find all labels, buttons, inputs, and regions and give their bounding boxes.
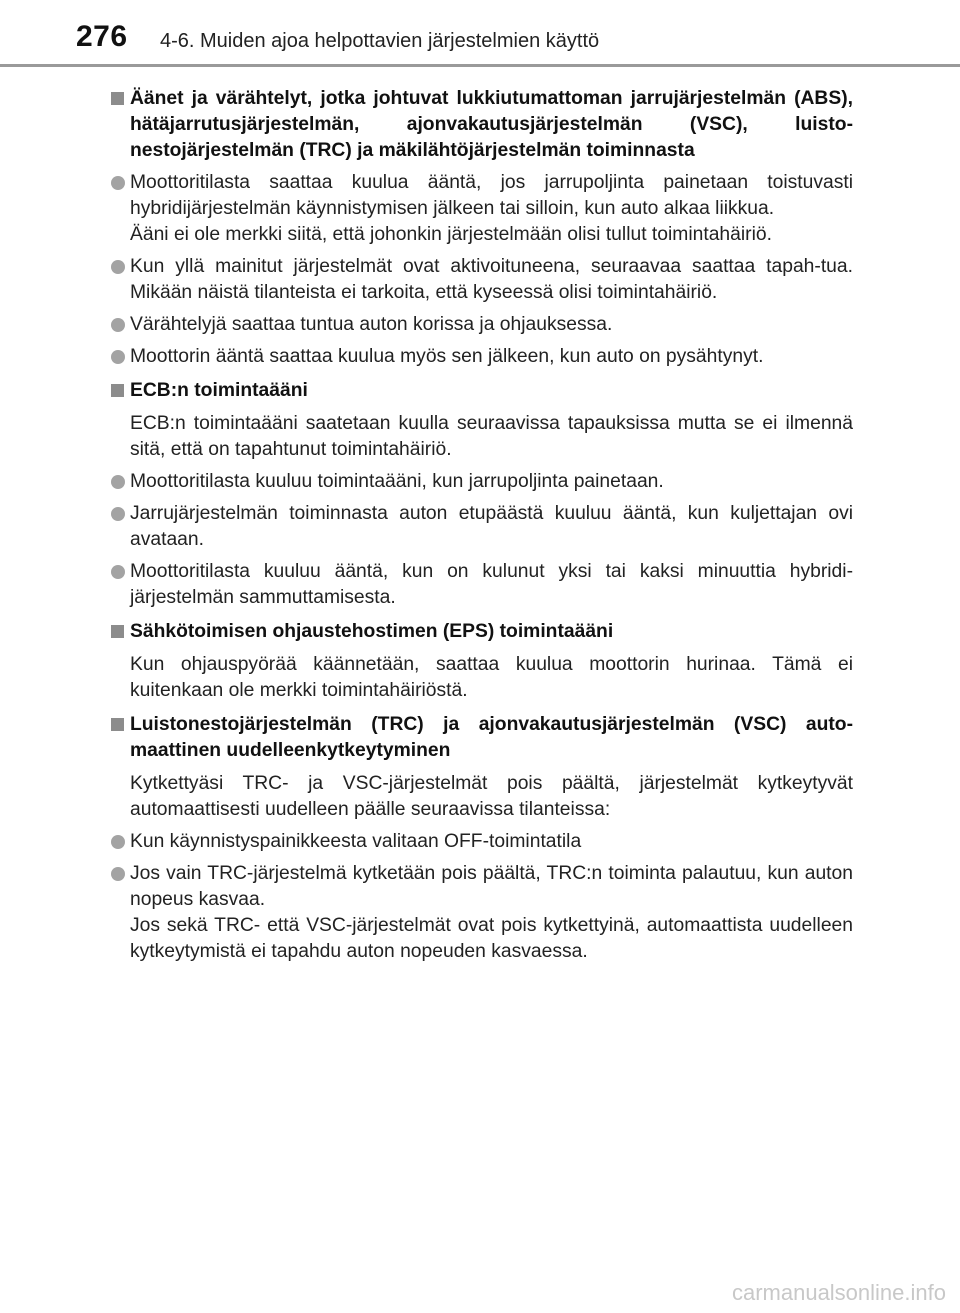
circle-bullet-icon: [111, 475, 125, 489]
section-heading: [110, 378, 853, 404]
chapter-title: 4-6. Muiden ajoa helpottavien järjestelmien käyttö: [160, 30, 600, 52]
section-heading: [110, 619, 853, 645]
square-bullet-icon: [111, 718, 124, 731]
section-heading: [110, 712, 853, 764]
heading-text: Sähkötoimisen ohjaustehostimen (EPS) toimintaääni: [130, 621, 614, 642]
bullet-item: [110, 829, 853, 855]
bullet-text: Jarrujärjestelmän toiminnasta auton etupäästä kuuluu ääntä, kun kuljettajan ovi avataan.: [130, 503, 853, 550]
circle-bullet-icon: [111, 176, 125, 190]
bullet-text: Moottoritilasta kuuluu toimintaääni, kun jarrupoljinta painetaan.: [130, 471, 664, 492]
bullet-continuation: Ääni ei ole merkki siitä, että johonkin järjestelmään olisi tullut toimintahäiriö.: [130, 224, 772, 245]
section-heading: [110, 86, 853, 164]
section-trc-vsc-reactivation: [110, 712, 853, 965]
bullet-item: [110, 559, 853, 611]
page-number: 276: [76, 20, 128, 53]
square-bullet-icon: [111, 384, 124, 397]
circle-bullet-icon: [111, 867, 125, 881]
section-brake-sounds: [110, 86, 853, 370]
bullet-continuation: Jos sekä TRC- että VSC-järjestelmät ovat pois kytkettyinä, automaattista uudelleen kytkeytymistä ei tapahdu auton nopeuden kasvaessa.: [130, 915, 853, 962]
bullet-item: [110, 344, 853, 370]
heading-text: Äänet ja värähtelyt, jotka johtuvat lukkiutumattoman jarrujärjestelmän (ABS), hätäjarrutusjärjestelmän, ajonvakautusjärjestelmän (VSC), luisto-nestojärjestelmän (TRC) ja mäkilähtöjärjestelmän toiminnasta: [130, 88, 853, 161]
circle-bullet-icon: [111, 565, 125, 579]
bullet-item: [110, 861, 853, 965]
manual-content: [110, 86, 853, 973]
circle-bullet-icon: [111, 350, 125, 364]
circle-bullet-icon: [111, 835, 125, 849]
square-bullet-icon: [111, 625, 124, 638]
bullet-text: Moottoritilasta saattaa kuulua ääntä, jos jarrupoljinta painetaan toistuvasti hybridijärjestelmän käynnistymisen jälkeen tai silloin, kun auto alkaa liikkua.: [130, 172, 853, 219]
bullet-item: [110, 312, 853, 338]
bullet-text: Jos vain TRC-järjestelmä kytketään pois päältä, TRC:n toiminta palautuu, kun auton nopeus kasvaa.: [130, 863, 853, 910]
circle-bullet-icon: [111, 318, 125, 332]
section-body: Kytkettyäsi TRC- ja VSC-järjestelmät pois päältä, järjestelmät kytkeytyvät automaattisesti uudelleen päälle seuraavissa tilanteissa:: [130, 773, 853, 820]
heading-text: ECB:n toimintaääni: [130, 380, 308, 401]
circle-bullet-icon: [111, 507, 125, 521]
bullet-item: [110, 501, 853, 553]
section-eps-sound: [110, 619, 853, 704]
bullet-text: Moottorin ääntä saattaa kuulua myös sen jälkeen, kun auto on pysähtynyt.: [130, 346, 764, 367]
bullet-text: Kun yllä mainitut järjestelmät ovat aktivoituneena, seuraavaa saattaa tapah-tua. Mikään näistä tilanteista ei tarkoita, että kyseessä olisi toimintahäiriö.: [130, 256, 853, 303]
section-body: Kun ohjauspyörää käännetään, saattaa kuulua moottorin hurinaa. Tämä ei kuitenkaan ole merkki toimintahäiriöstä.: [130, 654, 853, 701]
bullet-item: [110, 469, 853, 495]
bullet-text: Kun käynnistyspainikkeesta valitaan OFF-toimintatila: [130, 831, 582, 852]
square-bullet-icon: [111, 92, 124, 105]
bullet-item: [110, 170, 853, 248]
bullet-text: Värähtelyjä saattaa tuntua auton korissa ja ohjauksessa.: [130, 314, 613, 335]
heading-text: Luistonestojärjestelmän (TRC) ja ajonvakautusjärjestelmän (VSC) auto-maattinen uudelleenkytkeytyminen: [130, 714, 853, 761]
section-ecb-sound: [110, 378, 853, 611]
bullet-text: Moottoritilasta kuuluu ääntä, kun on kulunut yksi tai kaksi minuuttia hybridi-järjestelmän sammuttamisesta.: [130, 561, 853, 608]
section-body: ECB:n toimintaääni saatetaan kuulla seuraavissa tapauksissa mutta se ei ilmennä sitä, että on tapahtunut toimintahäiriö.: [130, 413, 853, 460]
header-divider: [0, 64, 960, 67]
circle-bullet-icon: [111, 260, 125, 274]
watermark-text: carmanualsonline.info: [731, 1280, 946, 1305]
bullet-item: [110, 254, 853, 306]
